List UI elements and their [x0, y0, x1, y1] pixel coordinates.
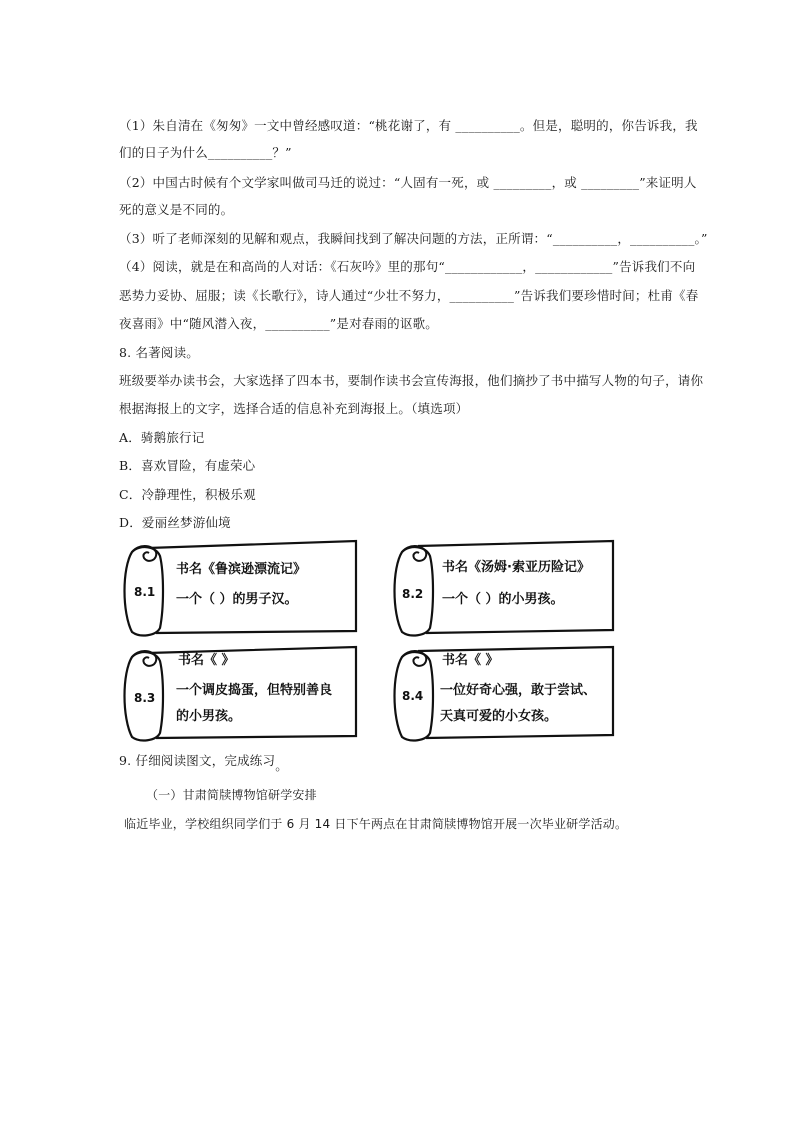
q9-paragraph: 临近毕业，学校组织同学们于 6 月 14 日下午两点在甘肃简牍博物馆开展一次毕业研学活动。	[124, 817, 628, 831]
q9-subtitle: （一）甘肃简牍博物馆研学安排	[146, 788, 317, 802]
poster-8-1	[118, 538, 358, 638]
poster-number: 8.1	[134, 585, 156, 599]
q9-title-text: 9. 仔细阅读图文，完成练习	[119, 753, 276, 768]
poster-book-title: 书名《 》	[178, 653, 235, 668]
poster-number: 8.2	[402, 587, 424, 601]
q7-item1-line2: 们的日子为什么__________？”	[119, 145, 292, 160]
poster-description-line1: 一位好奇心强，敢于尝试、	[440, 683, 597, 698]
q8-option-c: C．冷静理性，积极乐观	[119, 487, 256, 502]
q8-title: 8. 名著阅读。	[119, 345, 199, 360]
poster-description: 一个（ ）的男子汉。	[176, 592, 298, 607]
poster-book-title: 书名《汤姆·索亚历险记》	[442, 560, 590, 575]
q9-title	[119, 753, 288, 773]
poster-book-title: 书名《鲁滨逊漂流记》	[176, 562, 307, 577]
poster-description: 一个（ ）的小男孩。	[442, 592, 564, 607]
poster-8-2	[388, 538, 616, 638]
poster-number: 8.3	[134, 691, 156, 705]
q8-option-a: A．骑鹅旅行记	[119, 430, 205, 445]
poster-description-line2: 天真可爱的小女孩。	[440, 709, 558, 724]
q7-item4-line1: （4）阅读，就是在和高尚的人对话：《石灰吟》里的那句“____________，____________”告诉我们不向	[119, 259, 696, 274]
q9-title-dot: 。	[275, 758, 288, 773]
q7-item1-line1: （1）朱自清在《匆匆》一文中曾经感叹道：“桃花谢了，有 __________。但是，聪明的，你告诉我，我	[119, 118, 698, 133]
poster-number: 8.4	[402, 689, 424, 703]
q8-option-b: B．喜欢冒险，有虚荣心	[119, 458, 256, 473]
q8-intro-line2: 根据海报上的文字，选择合适的信息补充到海报上。（填选项）	[119, 401, 469, 416]
q7-item2-line1: （2）中国古时候有个文学家叫做司马迁的说过：“人固有一死，或 _________，或 _________”来证明人	[119, 175, 697, 190]
poster-book-title: 书名《 》	[442, 653, 499, 668]
q7-item4-line3: 夜喜雨》中“随风潜入夜，__________”是对春雨的讴歌。	[119, 316, 438, 331]
q7-item3-line: （3）听了老师深刻的见解和观点，我瞬间找到了解决问题的方法，正所谓：“__________，__________。”	[119, 231, 708, 246]
poster-description-line2: 的小男孩。	[176, 709, 242, 724]
poster-8-4	[388, 643, 616, 743]
q8-option-d: D．爱丽丝梦游仙境	[119, 515, 231, 530]
poster-description-line1: 一个调皮捣蛋，但特别善良	[176, 683, 333, 698]
q7-item2-line2: 死的意义是不同的。	[119, 202, 234, 217]
poster-8-3	[118, 643, 358, 743]
q8-intro-line1: 班级要举办读书会，大家选择了四本书，要制作读书会宣传海报，他们摘抄了书中描写人物的句子，请你	[119, 373, 704, 388]
q7-item4-line2: 恶势力妥协、屈服；读《长歌行》，诗人通过“少壮不努力，__________”告诉我们要珍惜时间；杜甫《春	[119, 288, 699, 303]
